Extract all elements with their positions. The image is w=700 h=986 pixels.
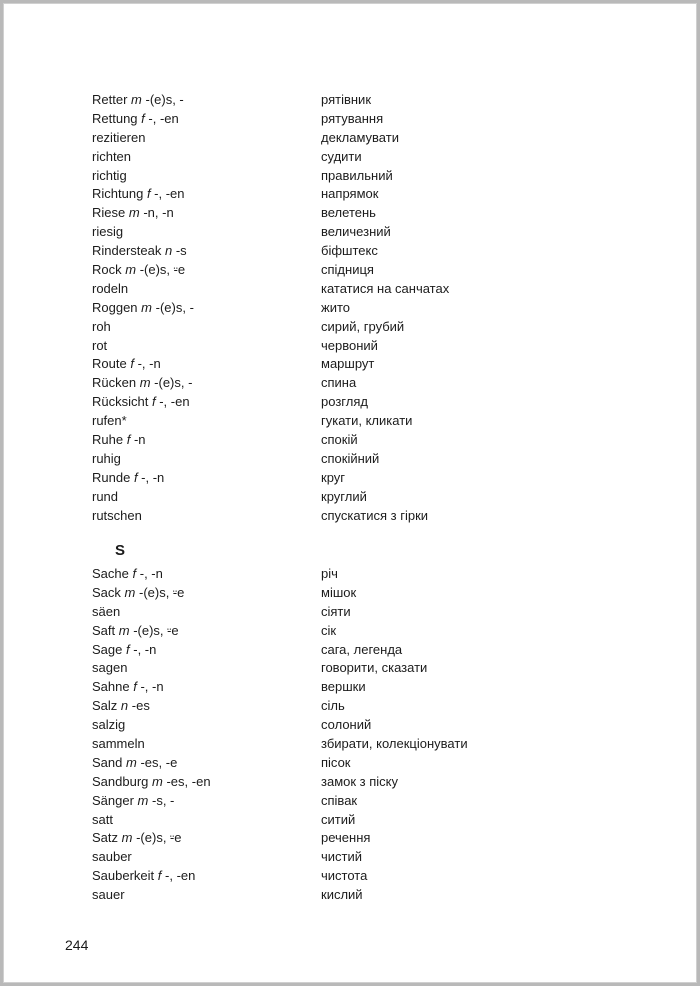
german-headword [92,716,125,735]
ukrainian-translation: співак [321,792,358,808]
ukrainian-translation: величезний [321,224,391,240]
dictionary-entry [92,337,612,356]
headword-text: rodeln [92,280,129,296]
grammar-info: f -, -n [133,679,164,695]
german-headword [92,167,127,186]
german-headword [92,185,185,204]
headword-text: rund [92,488,119,504]
headword-text: Route [92,356,127,372]
ukrainian-translation: спускатися з гірки [321,507,429,523]
headword-text: Sack [92,584,121,600]
dictionary-entry [92,469,612,488]
ukrainian-translation: мішок [321,584,357,600]
dictionary-entry [92,584,612,603]
headword-text: richtig [92,167,127,183]
headword-text: Sauberkeit [92,868,155,884]
ukrainian-translation: спокій [321,432,358,448]
german-headword [92,355,161,374]
german-headword [92,848,132,867]
ukrainian-translation: червоний [321,337,378,353]
headword-text: Sänger [92,792,134,808]
german-headword [92,507,142,526]
headword-text: Sahne [92,679,130,695]
german-headword [92,129,145,148]
ukrainian-translation: спокійний [321,450,380,466]
ukrainian-translation: сіяти [321,603,351,619]
ukrainian-translation: жито [321,299,350,315]
ukrainian-translation: чистота [321,868,368,884]
ukrainian-translation: розгляд [321,394,368,410]
dictionary-entry [92,829,612,848]
ukrainian-translation: ситий [321,811,356,827]
headword-text: Retter [92,92,128,107]
german-headword [92,450,121,469]
german-headword [92,280,128,299]
page-number: 244 [65,937,89,953]
headword-text: Sand [92,754,123,770]
dictionary-entry [92,318,612,337]
german-headword [92,412,127,431]
german-headword [92,299,194,318]
headword-text: Ruhe [92,432,124,448]
headword-text: Rock [92,262,122,278]
german-headword [92,148,131,167]
german-headword [92,735,145,754]
grammar-info: f -, -en [141,110,179,126]
german-headword [92,886,125,905]
dictionary-entry [92,242,612,261]
ukrainian-translation: правильний [321,167,393,183]
dictionary-entry [92,697,612,716]
grammar-info: m -(e)s, ⸚e [125,262,186,278]
dictionary-entry [92,678,612,697]
german-headword [92,223,123,242]
ukrainian-translation: річ [321,566,338,581]
ukrainian-translation: говорити, сказати [321,660,428,676]
grammar-info: m -(e)s, - [139,375,193,391]
ukrainian-translation: спина [321,375,357,391]
headword-text: sauber [92,849,132,865]
headword-text: Richtung [92,186,144,202]
grammar-info: f -, -en [146,186,185,202]
dictionary-entry [92,622,612,641]
german-headword [92,393,190,412]
grammar-info: n -es [120,698,150,714]
german-headword [92,565,163,584]
headword-text: Saft [92,622,116,638]
grammar-info: m -(e)s, ⸚e [124,584,185,600]
entries-s [92,565,612,905]
dictionary-entry [92,488,612,507]
dictionary-entry [92,659,612,678]
german-headword [92,374,192,393]
dictionary-entry [92,450,612,469]
dictionary-entry [92,355,612,374]
grammar-info: m -(e)s, - [141,299,194,315]
dictionary-page [3,3,697,983]
headword-text: Sandburg [92,773,149,789]
german-headword [92,318,111,337]
grammar-info: f -, -n [133,469,165,485]
german-headword [92,110,179,129]
headword-text: sammeln [92,736,145,752]
ukrainian-translation: декламувати [321,129,399,145]
entries-r [92,91,612,525]
german-headword [92,867,195,886]
dictionary-entry [92,91,612,110]
headword-text: richten [92,148,132,164]
ukrainian-translation: сіль [321,698,345,714]
headword-text: rutschen [92,507,142,523]
grammar-info: m -(e)s, ⸚e [121,830,182,846]
headword-text: Roggen [92,299,138,315]
dictionary-entry [92,204,612,223]
grammar-info: f -, -en [151,394,190,410]
section-heading-s: S [115,542,126,559]
ukrainian-translation: маршрут [321,356,375,372]
german-headword [92,659,127,678]
grammar-info: f -, -n [132,566,163,581]
headword-text: rezitieren [92,129,146,145]
headword-text: Sache [92,566,129,581]
dictionary-entry [92,393,612,412]
dictionary-entry [92,735,612,754]
ukrainian-translation: замок з піску [321,773,398,789]
headword-text: rot [92,337,108,353]
dictionary-entry [92,129,612,148]
grammar-info: m -(e)s, - [131,92,184,107]
ukrainian-translation: гукати, кликати [321,413,413,429]
headword-text: salzig [92,717,126,733]
dictionary-entry [92,641,612,660]
german-headword [92,811,113,830]
grammar-info: f -, -en [157,868,196,884]
headword-text: sauer [92,887,125,903]
dictionary-entry [92,223,612,242]
ukrainian-translation: рятівник [321,92,372,107]
dictionary-entry [92,886,612,905]
ukrainian-translation: сирий, грубий [321,318,405,334]
german-headword [92,603,120,622]
grammar-info: f -n [126,432,146,448]
german-headword [92,622,179,641]
headword-text: satt [92,811,113,827]
headword-text: Satz [92,830,119,846]
ukrainian-translation: біфштекс [321,243,378,259]
headword-text: säen [92,603,121,619]
german-headword [92,678,164,697]
german-headword [92,204,174,223]
german-headword [92,488,118,507]
dictionary-entry [92,261,612,280]
ukrainian-translation: круг [321,469,346,485]
ukrainian-translation: напрямок [321,186,379,202]
ukrainian-translation: судити [321,148,362,164]
ukrainian-translation: кататися на санчатах [321,280,450,296]
german-headword [92,697,150,716]
ukrainian-translation: вершки [321,679,366,695]
dictionary-entry [92,603,612,622]
headword-text: Rücken [92,375,137,391]
dictionary-entry [92,565,612,584]
german-headword [92,773,211,792]
german-headword [92,754,177,773]
headword-text: Salz [92,698,118,714]
dictionary-entry [92,167,612,186]
dictionary-entry [92,431,612,450]
headword-text: Riese [92,205,126,221]
dictionary-entry [92,716,612,735]
grammar-info: m -es, -en [152,773,211,789]
grammar-info: m -(e)s, ⸚e [118,622,179,638]
dictionary-entry [92,412,612,431]
headword-text: Rindersteak [92,243,162,259]
ukrainian-translation: кислий [321,887,363,903]
ukrainian-translation: сік [321,622,337,638]
dictionary-entry [92,507,612,526]
dictionary-entry [92,867,612,886]
german-headword [92,91,184,110]
headword-text: Rettung [92,110,138,126]
grammar-info: f -, -n [130,356,161,372]
dictionary-entry [92,110,612,129]
grammar-info: m -s, - [137,792,175,808]
dictionary-entry [92,280,612,299]
headword-text: Sage [92,641,123,657]
german-headword [92,641,156,660]
grammar-info: m -es, -e [126,754,178,770]
headword-text: Rücksicht [92,394,149,410]
grammar-info: f -, -n [126,641,157,657]
dictionary-entry [92,811,612,830]
dictionary-entry [92,754,612,773]
dictionary-entry [92,773,612,792]
german-headword [92,337,107,356]
dictionary-entry [92,374,612,393]
german-headword [92,242,187,261]
ukrainian-translation: збирати, колекціонувати [321,736,468,752]
headword-text: Runde [92,469,131,485]
german-headword [92,584,184,603]
german-headword [92,829,181,848]
german-headword [92,261,185,280]
german-headword [92,431,146,450]
ukrainian-translation: речення [321,830,371,846]
dictionary-entry [92,185,612,204]
dictionary-entry [92,148,612,167]
dictionary-entry [92,848,612,867]
dictionary-entry [92,792,612,811]
ukrainian-translation: круглий [321,488,367,504]
grammar-info: n -s [165,243,187,259]
ukrainian-translation: рятування [321,110,384,126]
headword-text: rufen* [92,413,127,429]
headword-text: sagen [92,660,128,676]
headword-text: roh [92,318,111,334]
dictionary-entry [92,299,612,318]
ukrainian-translation: пісок [321,754,351,770]
headword-text: ruhig [92,450,121,466]
german-headword [92,792,174,811]
ukrainian-translation: спідниця [321,262,374,278]
german-headword [92,469,164,488]
grammar-info: m -n, -n [128,205,174,221]
ukrainian-translation: солоний [321,717,372,733]
ukrainian-translation: сага, легенда [321,641,403,657]
headword-text: riesig [92,224,124,240]
ukrainian-translation: велетень [321,205,376,221]
ukrainian-translation: чистий [321,849,363,865]
